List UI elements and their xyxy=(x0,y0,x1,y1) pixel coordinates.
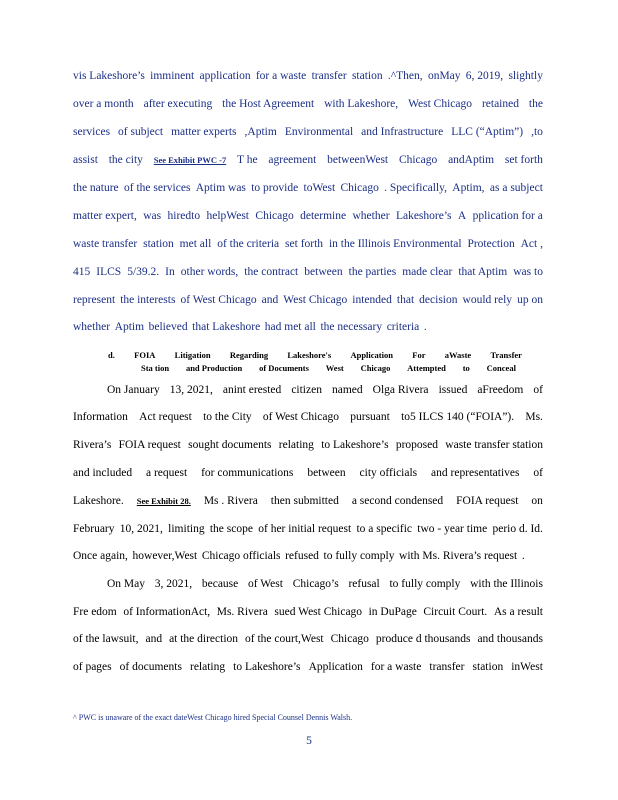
word: Chicago xyxy=(360,363,391,373)
word: station xyxy=(351,70,383,82)
paragraph-1-line xyxy=(73,320,543,334)
paragraph-2-line xyxy=(73,466,543,480)
page-number: 5 xyxy=(306,735,312,747)
word: ILCS xyxy=(96,266,122,278)
word: at the direction xyxy=(169,633,239,645)
paragraph-1-line xyxy=(73,125,543,139)
word: Chicago xyxy=(398,154,438,166)
word: Chicago xyxy=(340,182,379,194)
word: .^Then, xyxy=(387,70,423,82)
word: criteria xyxy=(386,321,420,333)
word: to fully comply xyxy=(389,578,461,590)
word: On January xyxy=(107,384,160,396)
paragraph-3-line xyxy=(73,660,543,674)
footnote: ^ PWC is unaware of the exact dateWest Chicago hired Special Counsel Dennis Walsh. xyxy=(73,713,353,722)
word: See Exhibit 28. xyxy=(136,496,191,506)
word: proposed xyxy=(395,439,439,451)
word: 415 xyxy=(73,266,91,278)
word: of xyxy=(533,467,543,479)
word: with Ms. Rivera’s request xyxy=(399,550,518,562)
word: relating xyxy=(278,439,314,451)
word: 5/39.2. xyxy=(127,266,160,278)
word: of West xyxy=(248,578,283,590)
word: of the lawsuit, xyxy=(73,633,139,645)
word: of Documents xyxy=(259,363,309,373)
paragraph-1-line xyxy=(73,209,543,223)
word: andAptim xyxy=(448,154,495,166)
word: up on xyxy=(517,294,543,306)
word: of the services xyxy=(124,182,191,194)
word: FOIA xyxy=(134,350,156,360)
word: T he xyxy=(237,154,258,166)
word: assist xyxy=(73,154,98,166)
word: between xyxy=(304,266,343,278)
word: perio d. Id. xyxy=(492,523,543,535)
paragraph-1-line xyxy=(73,69,543,83)
paragraph-2-line xyxy=(73,494,543,508)
word: Sta tion xyxy=(141,363,170,373)
word: As a result xyxy=(493,606,543,618)
word: the xyxy=(528,98,543,110)
word: vis Lakeshore’s xyxy=(73,70,145,82)
word: imminent xyxy=(150,70,195,82)
word: believed xyxy=(148,321,188,333)
word: citizen xyxy=(291,384,322,396)
word: refused xyxy=(285,550,319,562)
word: met all xyxy=(179,238,212,250)
word: Information xyxy=(73,411,128,423)
word: after executing xyxy=(143,98,213,110)
word: of West Chicago xyxy=(262,411,340,423)
word: West Chicago xyxy=(408,98,473,110)
word: Aptim, xyxy=(452,182,485,194)
word: of West Chicago xyxy=(180,294,257,306)
word: in DuPage xyxy=(368,606,417,618)
word: refusal xyxy=(348,578,380,590)
word: Fre edom xyxy=(73,606,117,618)
section-heading-line xyxy=(108,348,522,362)
word: slightly xyxy=(508,70,543,82)
word: d. xyxy=(108,350,115,360)
word: made clear xyxy=(402,266,453,278)
word: Environmental xyxy=(284,126,354,138)
word: matter expert, xyxy=(73,210,137,222)
word: to provide xyxy=(251,182,299,194)
word: determine xyxy=(300,210,347,222)
word: the necessary xyxy=(320,321,383,333)
paragraph-3-line xyxy=(73,605,543,619)
word: Regarding xyxy=(229,350,269,360)
word: of the court,West xyxy=(245,633,324,645)
word: would rely xyxy=(462,294,513,306)
word: produce d thousands xyxy=(375,633,471,645)
word: decision xyxy=(419,294,458,306)
word: Chicago officials xyxy=(201,550,281,562)
word: On May xyxy=(107,578,146,590)
word: whether xyxy=(73,321,111,333)
paragraph-2-line xyxy=(73,522,543,536)
word: Aptim xyxy=(114,321,145,333)
word: toWest xyxy=(303,182,336,194)
word: aFreedom xyxy=(477,384,524,396)
word: to Lakeshore’s xyxy=(233,661,301,673)
paragraph-3-line xyxy=(73,632,543,646)
word: matter experts xyxy=(171,126,237,138)
word: and Infrastructure xyxy=(361,126,444,138)
word: the Host Agreement xyxy=(222,98,315,110)
word: because xyxy=(201,578,239,590)
paragraph-1-line xyxy=(73,293,543,307)
word: with the Illinois xyxy=(470,578,543,590)
word: Chicago xyxy=(255,210,294,222)
word: Ms . Rivera xyxy=(203,495,258,507)
word: February xyxy=(73,523,115,535)
word: to5 ILCS 140 (“FOIA”). xyxy=(401,411,515,423)
word: . xyxy=(521,550,525,562)
word: named xyxy=(331,384,363,396)
word: and representatives xyxy=(431,467,520,479)
word: whether xyxy=(352,210,390,222)
word: ,Aptim xyxy=(244,126,277,138)
word: Act , xyxy=(520,238,543,250)
word: anint erested xyxy=(222,384,282,396)
word: Circuit Court. xyxy=(423,606,488,618)
word: station xyxy=(143,238,174,250)
word: as a subject xyxy=(489,182,543,194)
word: the nature xyxy=(73,182,119,194)
paragraph-1-line xyxy=(73,97,543,111)
word: of documents xyxy=(119,661,182,673)
word: ,to xyxy=(531,126,543,138)
word: the city xyxy=(108,154,143,166)
word: of subject xyxy=(118,126,164,138)
word: Rivera’s xyxy=(73,439,112,451)
word: services xyxy=(73,126,111,138)
word: of InformationAct, xyxy=(123,606,211,618)
word: a request xyxy=(145,467,188,479)
word: and Production xyxy=(185,363,243,373)
word: and xyxy=(145,633,163,645)
word: waste transfer xyxy=(73,238,138,250)
word: in the Illinois Environmental xyxy=(328,238,462,250)
word: Application xyxy=(350,350,393,360)
word: city officials xyxy=(359,467,418,479)
word: Lakeshore. xyxy=(73,495,124,507)
word: Act request xyxy=(139,411,192,423)
word: station xyxy=(472,661,504,673)
word: Ms. xyxy=(525,411,543,423)
word: pursuant xyxy=(350,411,390,423)
word: for a waste xyxy=(255,70,307,82)
word: that xyxy=(396,294,415,306)
word: set forth xyxy=(504,154,543,166)
word: for communications xyxy=(201,467,294,479)
word: waste transfer station xyxy=(445,439,543,451)
word: to the City xyxy=(203,411,252,423)
word: that Aptim xyxy=(458,266,508,278)
word: limiting xyxy=(168,523,205,535)
word: 6, 2019, xyxy=(465,70,504,82)
word: of xyxy=(533,384,543,396)
word: FOIA request xyxy=(456,495,519,507)
word: had met all xyxy=(264,321,316,333)
word: to xyxy=(462,363,470,373)
word: transfer xyxy=(429,661,465,673)
word: . Specifically, xyxy=(384,182,447,194)
word: that Lakeshore xyxy=(192,321,261,333)
word: 13, 2021, xyxy=(169,384,213,396)
word: Chicago’s xyxy=(292,578,339,590)
word: issued xyxy=(438,384,468,396)
word: helpWest xyxy=(206,210,250,222)
word: Application xyxy=(308,661,363,673)
word: Transfer xyxy=(490,350,522,360)
paragraph-1-line xyxy=(73,153,543,167)
word: Ms. Rivera xyxy=(216,606,268,618)
word: Olga Rivera xyxy=(372,384,429,396)
word: . xyxy=(423,321,427,333)
word: other words, xyxy=(180,266,239,278)
word: In xyxy=(165,266,175,278)
word: 3, 2021, xyxy=(154,578,193,590)
word: aWaste xyxy=(444,350,472,360)
word: between xyxy=(307,467,346,479)
word: to a specific xyxy=(356,523,412,535)
word: sued West Chicago xyxy=(274,606,363,618)
word: to fully comply xyxy=(323,550,395,562)
paragraph-2-line xyxy=(73,438,543,452)
word: LLC (“Aptim”) xyxy=(451,126,524,138)
word: a second condensed xyxy=(351,495,444,507)
word: pplication for a xyxy=(472,210,543,222)
word: inWest xyxy=(511,661,543,673)
word: West xyxy=(325,363,344,373)
word: and included xyxy=(73,467,133,479)
word: and thousands xyxy=(477,633,543,645)
word: hiredto xyxy=(167,210,201,222)
word: of the criteria xyxy=(217,238,280,250)
word: the interests xyxy=(120,294,176,306)
word: Once again, xyxy=(73,550,128,562)
word: with Lakeshore, xyxy=(324,98,399,110)
word: two - year time xyxy=(417,523,488,535)
word: transfer xyxy=(311,70,347,82)
word: FOIA request xyxy=(118,439,181,451)
word: of her initial request xyxy=(258,523,352,535)
word: intended xyxy=(352,294,392,306)
word: the scope xyxy=(209,523,253,535)
word: West Chicago xyxy=(283,294,348,306)
word: over a month xyxy=(73,98,134,110)
word: onMay xyxy=(427,70,461,82)
word: represent xyxy=(73,294,116,306)
word: of pages xyxy=(73,661,112,673)
paragraph-2-line xyxy=(73,549,543,563)
word: retained xyxy=(481,98,519,110)
section-heading-line xyxy=(141,361,516,375)
word: Aptim was xyxy=(195,182,246,194)
paragraph-1-line xyxy=(73,265,543,279)
word: Lakeshore’s xyxy=(395,210,452,222)
word: Chicago xyxy=(330,633,369,645)
word: however,West xyxy=(132,550,198,562)
paragraph-1-line xyxy=(73,237,543,251)
word: was xyxy=(143,210,162,222)
word: then submitted xyxy=(270,495,339,507)
word: on xyxy=(531,495,543,507)
word: application xyxy=(199,70,251,82)
word: the parties xyxy=(348,266,397,278)
word: Protection xyxy=(467,238,515,250)
word: Litigation xyxy=(174,350,211,360)
word: Lakeshore's xyxy=(287,350,332,360)
word: set forth xyxy=(285,238,324,250)
paragraph-2-line xyxy=(107,383,543,397)
word: Conceal xyxy=(486,363,516,373)
word: for a waste xyxy=(370,661,422,673)
word: For xyxy=(412,350,426,360)
word: sought documents xyxy=(188,439,272,451)
word: Attempted xyxy=(407,363,446,373)
word: the contract xyxy=(244,266,299,278)
paragraph-2-line xyxy=(73,410,543,424)
word: agreement xyxy=(268,154,317,166)
word: to Lakeshore’s xyxy=(321,439,389,451)
word: was to xyxy=(513,266,543,278)
word: betweenWest xyxy=(327,154,389,166)
word: and xyxy=(261,294,279,306)
word: A xyxy=(457,210,467,222)
word: 10, 2021, xyxy=(119,523,163,535)
paragraph-1-line xyxy=(73,181,543,195)
word: relating xyxy=(189,661,226,673)
word: See Exhibit PWC -7 xyxy=(153,155,227,165)
paragraph-3-line xyxy=(107,577,543,591)
